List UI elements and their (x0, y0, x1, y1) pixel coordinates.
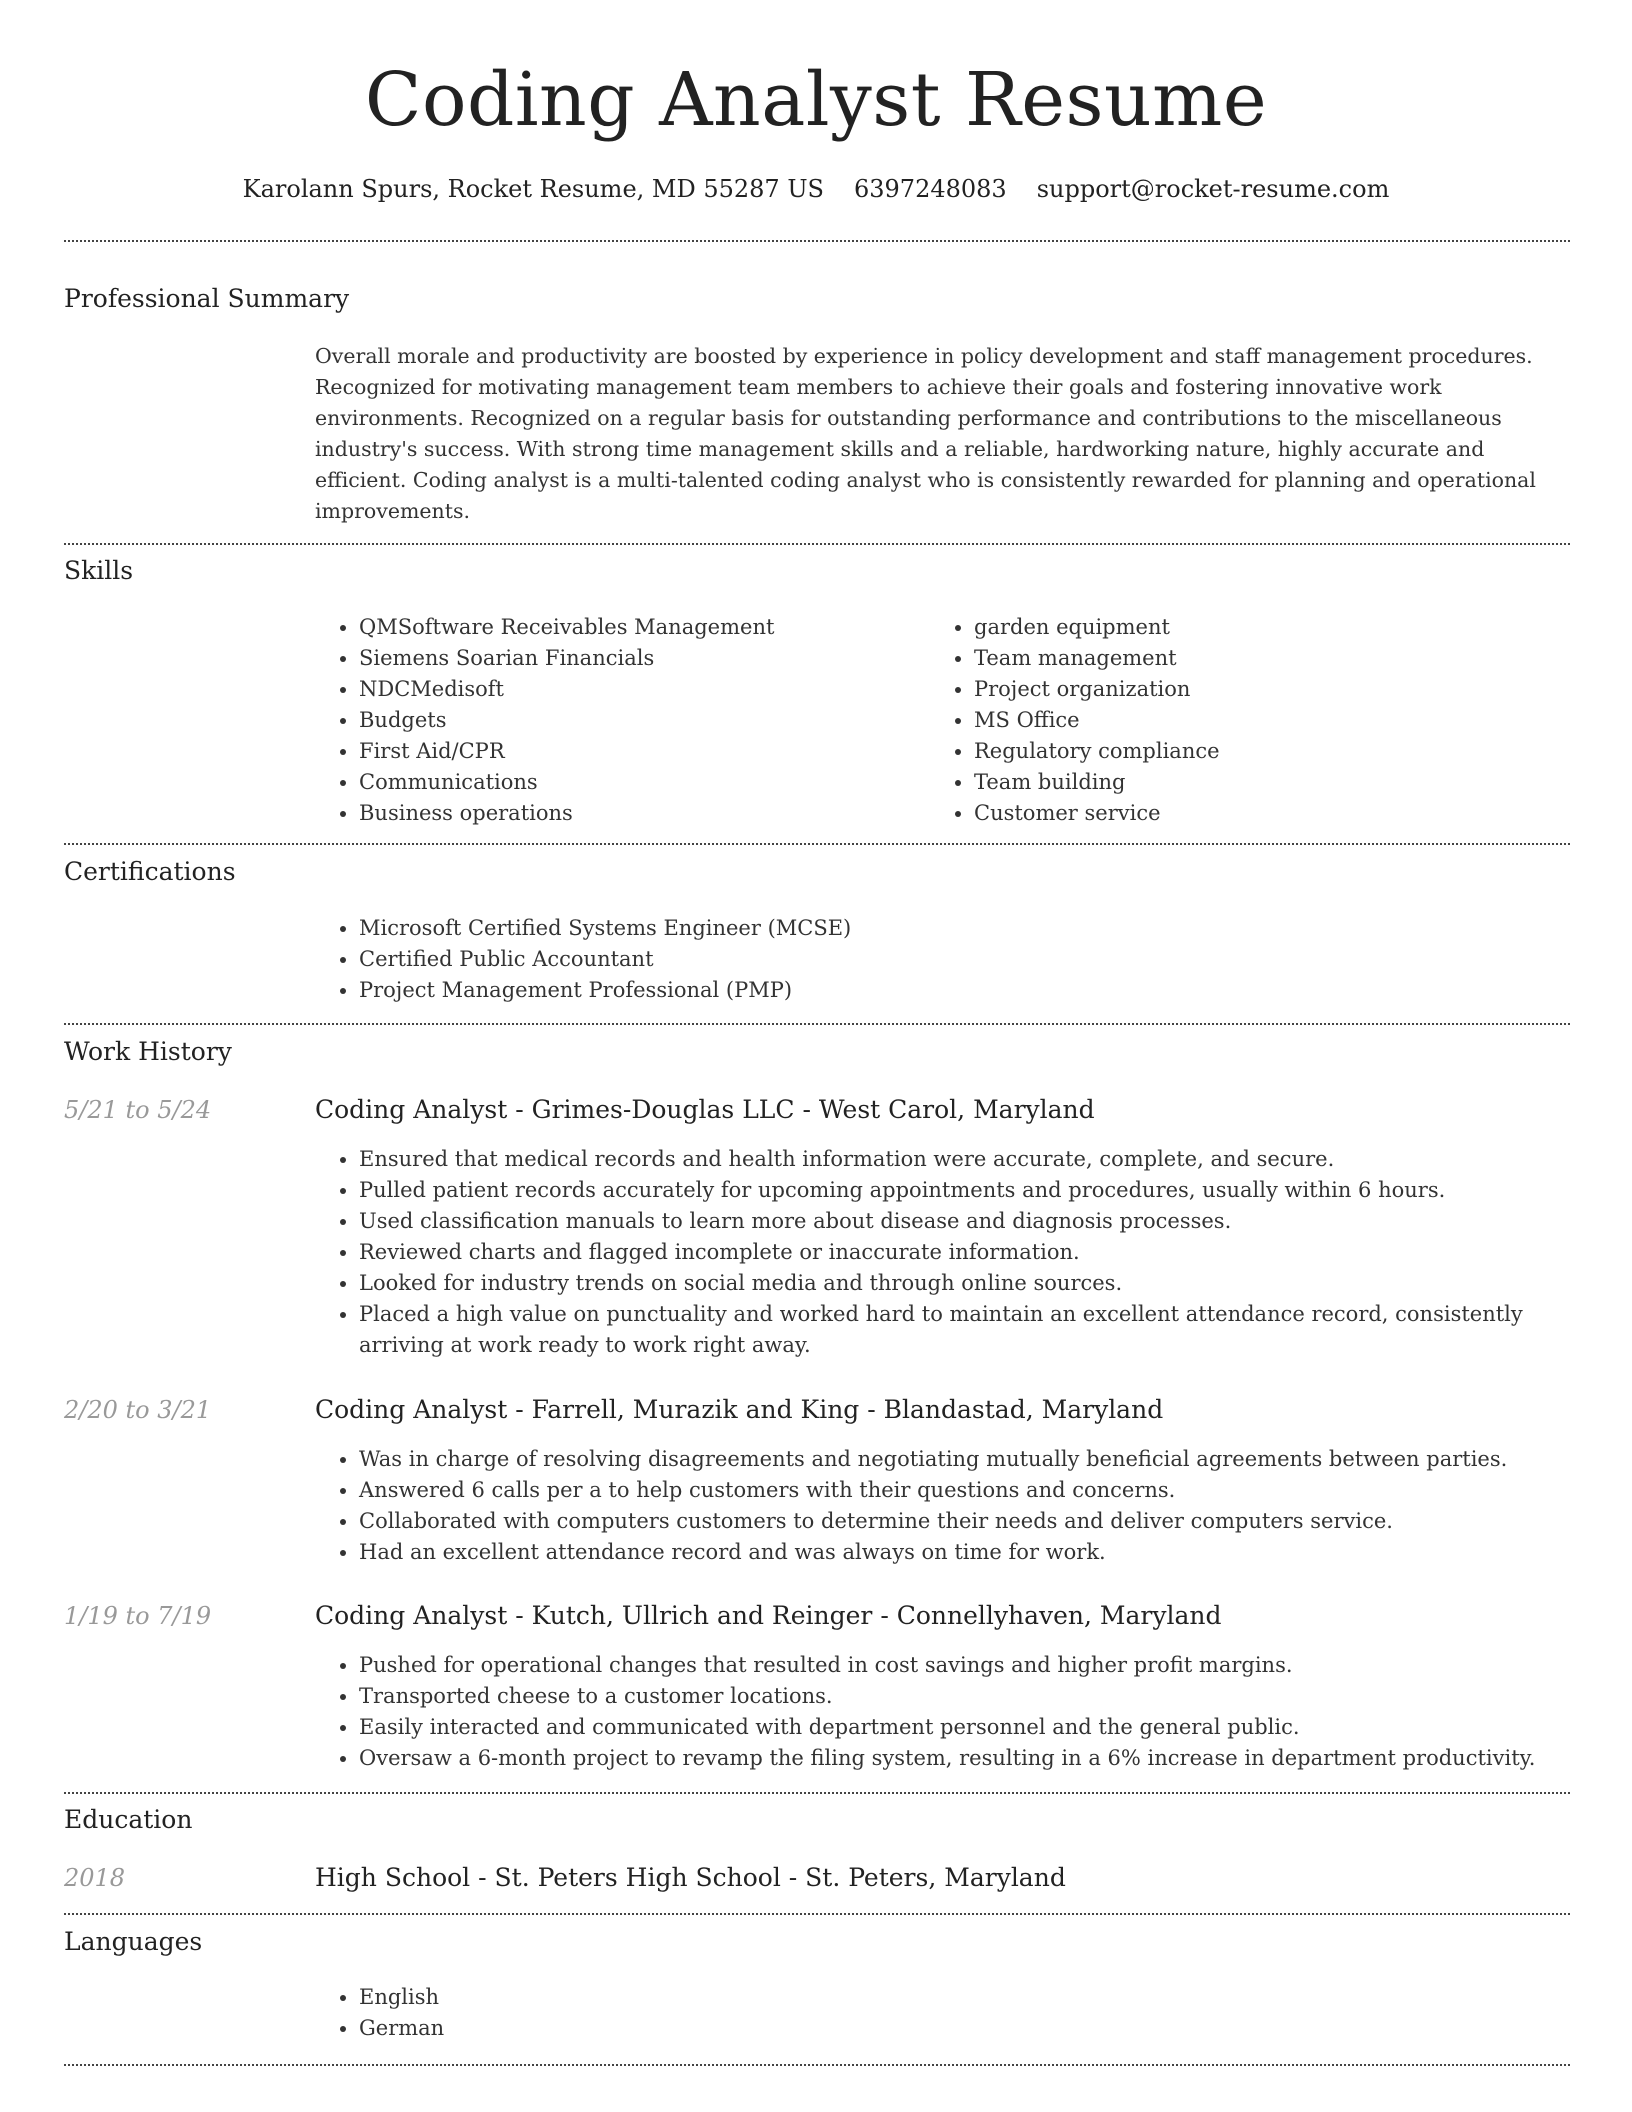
job-bullet: • Ensured that medical records and health information were accurate, complete, and secure. (359, 1144, 1599, 1175)
skill-item: • Siemens Soarian Financials (359, 643, 919, 674)
education-heading: Education (64, 1805, 193, 1834)
skill-item: • First Aid/CPR (359, 736, 919, 767)
certification-item: • Microsoft Certified Systems Engineer (MCSE) (359, 913, 1559, 944)
summary-heading: Professional Summary (64, 284, 350, 313)
summary-text: Overall morale and productivity are boosted by experience in policy development and staff management procedures. Recognized for motivating management team members to achieve their goals and fostering innovative work environments. Recognized on a regular basis for outstanding performance and contributions to the miscellaneous industry's success. With strong time management skills and a reliable, hardworking nature, highly accurate and efficient. Coding analyst is a multi-talented coding analyst who is consistently rewarded for planning and operational improvements. (315, 344, 1536, 523)
work-history-heading: Work History (64, 1037, 232, 1066)
job-bullet: • Pushed for operational changes that resulted in cost savings and higher profit margins. (359, 1650, 1599, 1681)
section-divider (64, 543, 1570, 545)
skill-item: • Communications (359, 767, 919, 798)
section-divider (64, 240, 1570, 242)
contact-address: Karolann Spurs, Rocket Resume, MD 55287 US (242, 175, 824, 203)
skills-list-left (315, 612, 919, 829)
skills-list-right (930, 612, 1534, 829)
skill-item: • Regulatory compliance (974, 736, 1534, 767)
section-divider (64, 1792, 1570, 1794)
certification-item: • Certified Public Accountant (359, 944, 1559, 975)
job-bullets (315, 1444, 1599, 1568)
job-bullet: • Used classification manuals to learn more about disease and diagnosis processes. (359, 1206, 1599, 1237)
job-title: Coding Analyst - Grimes-Douglas LLC - West Carol, Maryland (315, 1095, 1095, 1124)
section-divider (64, 2064, 1570, 2066)
resume-title: Coding Analyst Resume (364, 57, 1268, 143)
skill-item: • garden equipment (974, 612, 1534, 643)
skill-item: • Team building (974, 767, 1534, 798)
job-bullets (315, 1650, 1599, 1774)
job-bullet: • Collaborated with computers customers to determine their needs and deliver computers service. (359, 1506, 1599, 1537)
education-year: 2018 (64, 1864, 126, 1892)
job-title: Coding Analyst - Kutch, Ullrich and Reinger - Connellyhaven, Maryland (315, 1601, 1222, 1630)
skill-item: • Business operations (359, 798, 919, 829)
job-dates: 1/19 to 7/19 (64, 1602, 212, 1630)
certifications-heading: Certifications (64, 857, 236, 886)
contact-email: support@rocket-resume.com (1036, 175, 1390, 203)
language-item: • English (359, 1982, 1159, 2013)
skill-item: • QMSoftware Receivables Management (359, 612, 919, 643)
job-bullet: • Placed a high value on punctuality and worked hard to maintain an excellent attendance record, consistently arriving at work ready to work right away. (359, 1299, 1599, 1361)
skill-item: • Budgets (359, 705, 919, 736)
skill-item: • Customer service (974, 798, 1534, 829)
job-bullet: • Reviewed charts and flagged incomplete or inaccurate information. (359, 1237, 1599, 1268)
skill-item: • NDCMedisoft (359, 674, 919, 705)
section-divider (64, 1913, 1570, 1915)
job-title: Coding Analyst - Farrell, Murazik and King - Blandastad, Maryland (315, 1395, 1164, 1424)
job-bullet: • Answered 6 calls per a to help customers with their questions and concerns. (359, 1475, 1599, 1506)
contact-line (0, 172, 1632, 206)
job-bullet: • Pulled patient records accurately for upcoming appointments and procedures, usually within 6 hours. (359, 1175, 1599, 1206)
certification-item: • Project Management Professional (PMP) (359, 975, 1559, 1006)
job-dates: 5/21 to 5/24 (64, 1096, 212, 1124)
job-bullet: • Transported cheese to a customer locations. (359, 1681, 1599, 1712)
skill-item: • MS Office (974, 705, 1534, 736)
job-bullet: • Oversaw a 6-month project to revamp the filing system, resulting in a 6% increase in department productivity. (359, 1743, 1599, 1774)
job-bullet: • Looked for industry trends on social media and through online sources. (359, 1268, 1599, 1299)
education-entry: High School - St. Peters High School - St. Peters, Maryland (315, 1863, 1066, 1892)
section-divider (64, 843, 1570, 845)
contact-phone: 6397248083 (854, 175, 1007, 203)
languages-heading: Languages (64, 1927, 203, 1956)
languages-list (315, 1982, 1159, 2044)
job-bullet: • Had an excellent attendance record and was always on time for work. (359, 1537, 1599, 1568)
language-item: • German (359, 2013, 1159, 2044)
certifications-list (315, 913, 1559, 1006)
job-bullet: • Easily interacted and communicated with department personnel and the general public. (359, 1712, 1599, 1743)
job-bullets (315, 1144, 1599, 1361)
skills-heading: Skills (64, 556, 134, 585)
skill-item: • Project organization (974, 674, 1534, 705)
job-dates: 2/20 to 3/21 (64, 1396, 212, 1424)
section-divider (64, 1023, 1570, 1025)
job-bullet: • Was in charge of resolving disagreements and negotiating mutually beneficial agreements between parties. (359, 1444, 1599, 1475)
skill-item: • Team management (974, 643, 1534, 674)
